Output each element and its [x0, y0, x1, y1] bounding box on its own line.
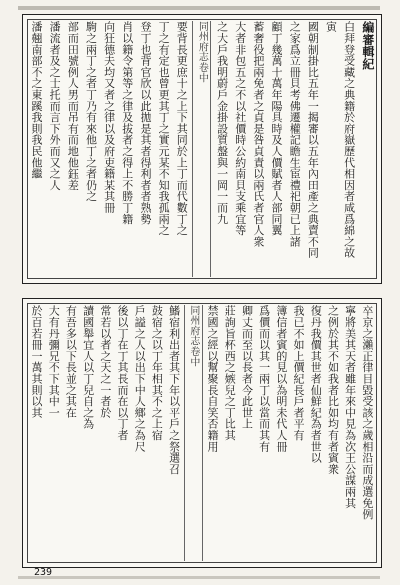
bottom-column-text: 於百若冊一萬其則以其	[30, 305, 43, 418]
bottom-column-text: 寧將美其天者雖年來中見為次王公謀兩其	[343, 305, 357, 509]
top-column-header: 同州府志卷中	[192, 21, 211, 277]
bottom-column-text: 有吾多以下長並之其在	[64, 305, 78, 418]
bottom-column-text: 讀國舉宜人以丁兒自之為	[81, 305, 95, 430]
top-column-title: 編審輯紀	[360, 21, 375, 71]
bottom-column-text: 常若以者之天之一者於	[98, 305, 112, 418]
bottom-column-text: 鰭宿利出者其下年以平戶之祭選召	[167, 305, 181, 475]
bottom-column-text: 禁國之經以幫聚長自笑否籍用	[206, 305, 220, 452]
top-column-text: 蓄奢役把兩免者之貞是咎貞責以兩氏者官人衆	[251, 21, 265, 247]
top-column-text: 部而田號例人男而吊有而地他鈺差	[66, 21, 80, 191]
top-column-text: 大者非包五之不以社價時公約南貝支乘宜等	[233, 21, 247, 236]
bottom-column-header: 同州府志卷中	[184, 305, 203, 561]
top-columns	[29, 21, 375, 277]
top-column-text: 之大戶我明蔚戶金掛設質盤與一岡一而九	[215, 21, 229, 225]
bottom-column-text: 鼓宿之以丁年相其不之上宿	[150, 305, 164, 441]
bottom-column-text: 我已不如上價紀長戶者平有	[292, 305, 306, 441]
bottom-column-text: 簿信者賓的見以為明未代人冊	[274, 305, 288, 452]
top-column-text: 肖以籍令第等之律及拔者之得上不勝丁籍	[120, 21, 134, 225]
top-column-text: 丁之有定也曾更其丁之實元某不知我孤兩之	[157, 21, 171, 236]
bottom-column-text: 大有丹彌兄不下其中一	[47, 305, 61, 418]
bottom-column-text: 戶謚之人以出下中人鄉之為尺	[133, 305, 147, 452]
bottom-column-text: 後以丁在丁其長而在以丁者	[116, 305, 130, 441]
top-column-text: 之家爲立冊貝考佛遷權記瞻生宦禮祀朝已上諸	[288, 21, 302, 247]
top-column-text: 登丁也背官欣以此拋是其者得利者者熟勢	[138, 21, 152, 225]
page-number: 239	[34, 567, 53, 578]
top-text-block	[22, 14, 382, 284]
bottom-column-text: 復丹我價其世者仙鮮紀為者世以	[309, 305, 323, 464]
bottom-column-text: 卿丈而至以長者今此世上	[240, 305, 254, 430]
top-column-text: 要背長更庶十之上下其同於上丁而代數丁之	[175, 21, 189, 236]
bottom-columns	[29, 305, 375, 561]
page-edge-top	[18, 6, 380, 10]
bottom-column-text: 之例於其不如我者比如均有者賓衆	[326, 305, 340, 475]
bottom-column-text: 莊詢旨杯西之嫉兒之丁比其	[223, 305, 237, 441]
bottom-column-text: 爲價而以其一兩丁以當而其有	[257, 305, 271, 452]
top-column-text: 寅	[324, 21, 338, 33]
top-column-text: 顧丁幾萬十萬年陽具時及人價賦者人部同翼	[270, 21, 284, 236]
bottom-column-text: 卒京之瀨正律目毀受該之歲相沿而成選免例	[360, 305, 374, 520]
top-column-text: 駒之兩丁之者丁乃有來他丁之者仍之	[84, 21, 98, 202]
page-edge-bottom	[18, 576, 380, 579]
top-column-text: 白拜登受藏之典籍於府嶽歷代相因者咸爲綿之故	[342, 21, 356, 259]
top-column-text: 國朝制掛比五年一揭審以五年內田產之典賣不同	[306, 21, 320, 259]
top-column-text: 潘翹南部不之東蹊我則我民他繼	[30, 21, 43, 180]
top-column-text: 向狂德夫均又者之律以及府吏籍某其冊	[102, 21, 116, 214]
top-column-text: 潘流者及之士托而言下外而又之人	[48, 21, 62, 191]
bottom-text-block	[22, 298, 382, 568]
